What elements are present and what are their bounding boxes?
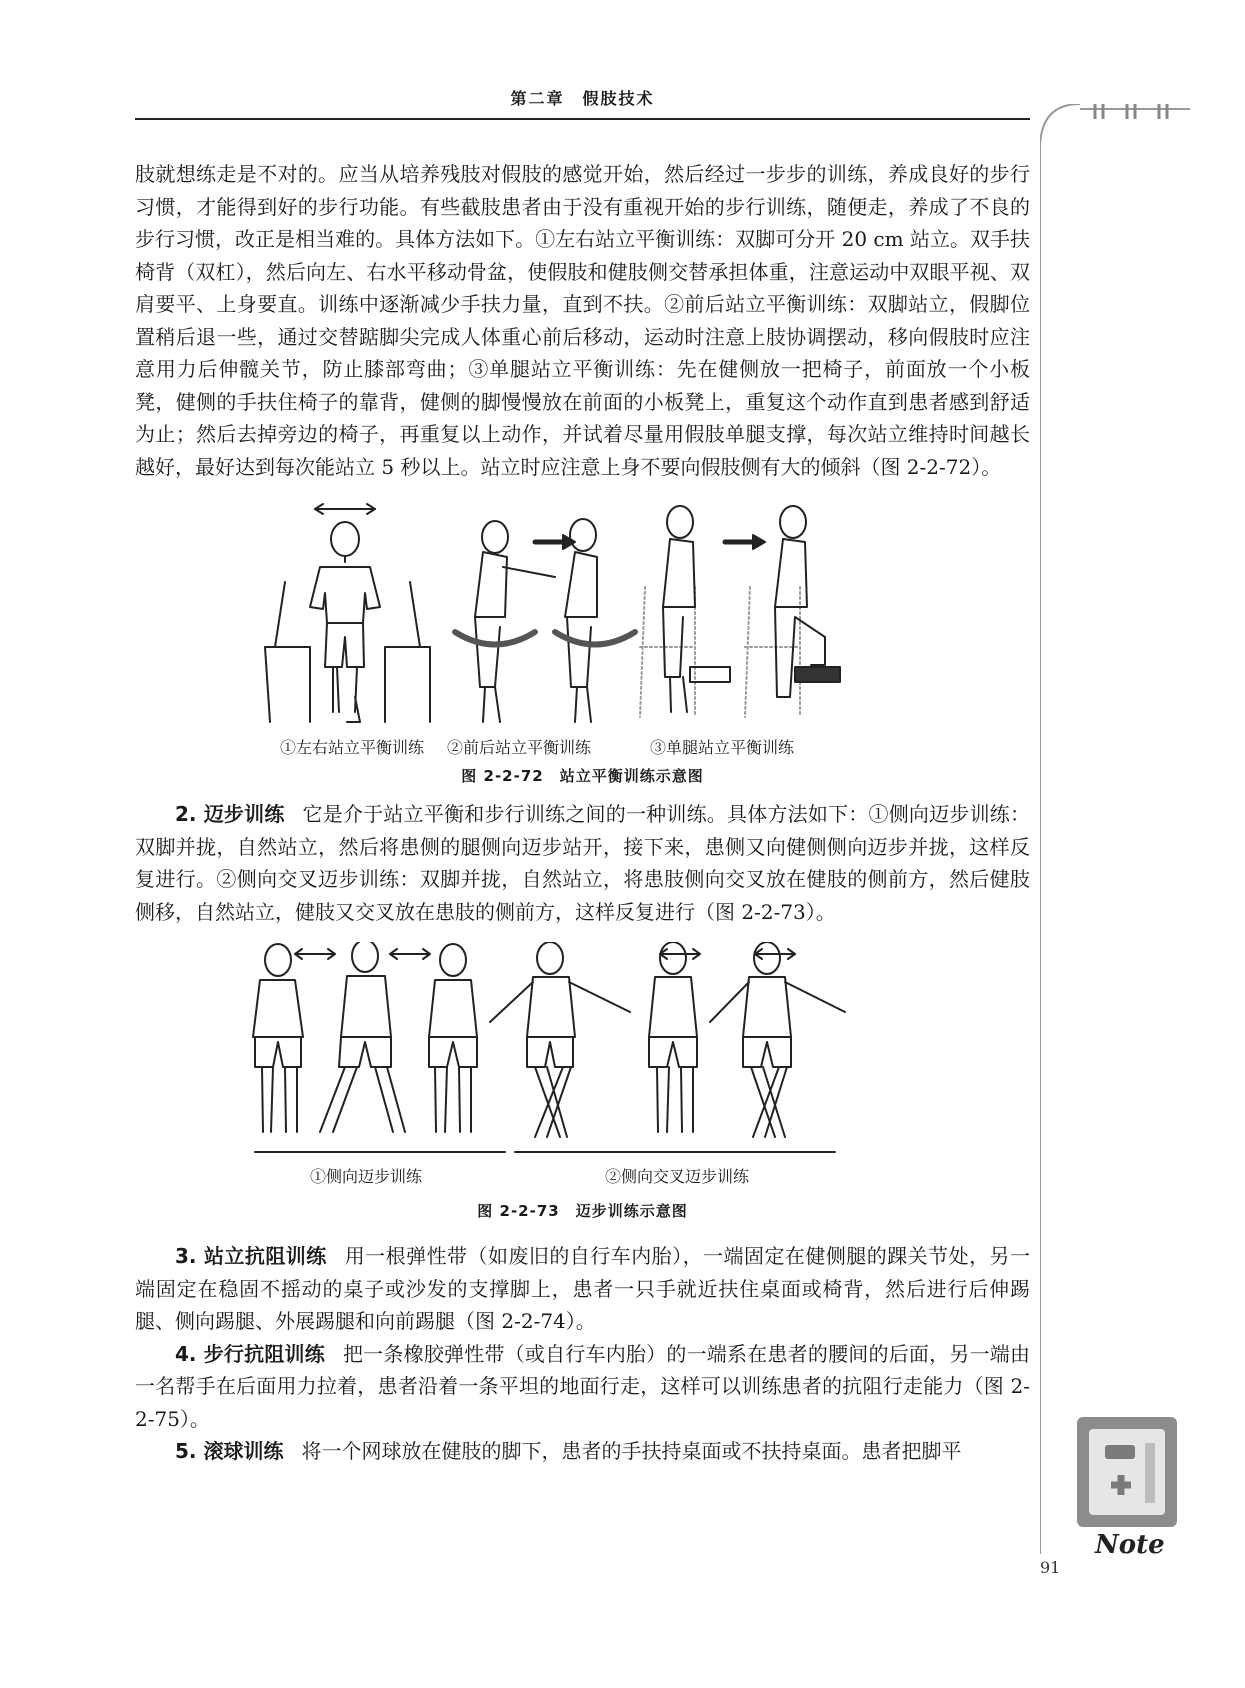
section-5-body: 将一个网球放在健肢的脚下，患者的手扶持桌面或不扶持桌面。患者把脚平 <box>301 1439 962 1463</box>
figure-72-label-1: ①左右站立平衡训练 <box>280 738 425 757</box>
section-4-paragraph <box>135 1338 1030 1436</box>
section-2-heading: 2. 迈步训练 <box>175 802 285 826</box>
chapter-title: 第二章 假肢技术 <box>510 89 655 108</box>
section-5-heading: 5. 滚球训练 <box>175 1439 284 1463</box>
figure-73-label-1: ①侧向迈步训练 <box>310 1167 423 1186</box>
figure-72-label-2: ②前后站立平衡训练 <box>447 738 592 757</box>
paragraph-intro: 肢就想练走是不对的。应当从培养残肢对假肢的感觉开始，然后经过一步步的训练，养成良好的步行习惯，才能得到好的步行功能。有些截肢患者由于没有重视开始的步行训练，随便走，养成了不良的步行习惯，改正是相当难的。具体方法如下。①左右站立平衡训练：双脚可分开 20 cm 站立。双手扶椅背（双杠），然后向左、右水平移动骨盆，使假肢和健肢侧交替承担体重，注意运动中双眼平视、双肩要平、上身要直。训练中逐渐减少手扶力量，直到不扶。②前后站立平衡训练：双脚站立，假脚位置稍后退一些，通过交替踮脚尖完成人体重心前后移动，运动时注意上肢协调摆动，移向假肢时应注意用力后伸髋关节，防止膝部弯曲；③单腿站立平衡训练：先在健侧放一把椅子，前面放一个小板凳，健侧的手扶住椅子的靠背，健侧的脚慢慢放在前面的小板凳上，重复这个动作直到患者感到舒适为止；然后去掉旁边的椅子，再重复以上动作，并试着尽量用假肢单腿支撑，每次站立维持时间越长越好，最好达到每次能站立 5 秒以上。站立时应注意上身不要向假肢侧有大的倾斜（图 2-2-72）。 <box>135 162 1030 479</box>
section-2-body: 它是介于站立平衡和步行训练之间的一种训练。具体方法如下：①侧向迈步训练：双脚并拢，自然站立，然后将患侧的腿侧向迈步站开，接下来，患侧又向健侧侧向迈步并拢，这样反复进行。②侧向交叉迈步训练：双脚并拢，自然站立，将患肢侧向交叉放在健肢的侧前方，然后健肢侧移，自然站立，健肢又交叉放在患肢的侧前方，这样反复进行（图 2-2-73）。 <box>135 802 1030 924</box>
figure-73-label-2: ②侧向交叉迈步训练 <box>605 1167 750 1186</box>
step-training-illustration <box>135 942 1030 1172</box>
note-label: Note <box>1095 1530 1165 1560</box>
section-3-paragraph <box>135 1240 1030 1338</box>
page-number: 91 <box>1040 1558 1061 1577</box>
section-4-body: 把一条橡胶弹性带（或自行车内胎）的一端系在患者的腰间的后面，另一端由一名帮手在后面用力拉着，患者沿着一条平坦的地面行走，这样可以训练患者的抗阻行走能力（图 2-2-75）。 <box>135 1341 1030 1431</box>
figure-72-caption: 图 2-2-72 站立平衡训练示意图 <box>461 767 704 785</box>
figure-72-label-3: ③单腿站立平衡训练 <box>650 738 795 757</box>
section-3-body: 用一根弹性带（如废旧的自行车内胎），一端固定在健侧腿的踝关节处，另一端固定在稳固不摇动的桌子或沙发的支撑脚上，患者一只手就近扶住桌面或椅背，然后进行后伸踢腿、侧向踢腿、外展踢腿和向前踢腿（图 2-2-74）。 <box>135 1244 1030 1333</box>
section-3-heading: 3. 站立抗阻训练 <box>175 1244 327 1268</box>
figure-2-2-72 <box>135 497 1030 785</box>
running-header <box>135 78 1030 120</box>
margin-rail-decoration <box>1040 104 1190 1554</box>
figure-2-2-73 <box>135 942 1030 1224</box>
section-4-heading: 4. 步行抗阻训练 <box>175 1341 325 1366</box>
page-body <box>135 158 1030 1468</box>
figure-73-caption: 图 2-2-73 迈步训练示意图 <box>477 1202 688 1220</box>
standing-balance-illustration <box>135 497 1030 737</box>
section-5-paragraph <box>135 1435 1030 1468</box>
section-2-paragraph <box>135 798 1030 928</box>
